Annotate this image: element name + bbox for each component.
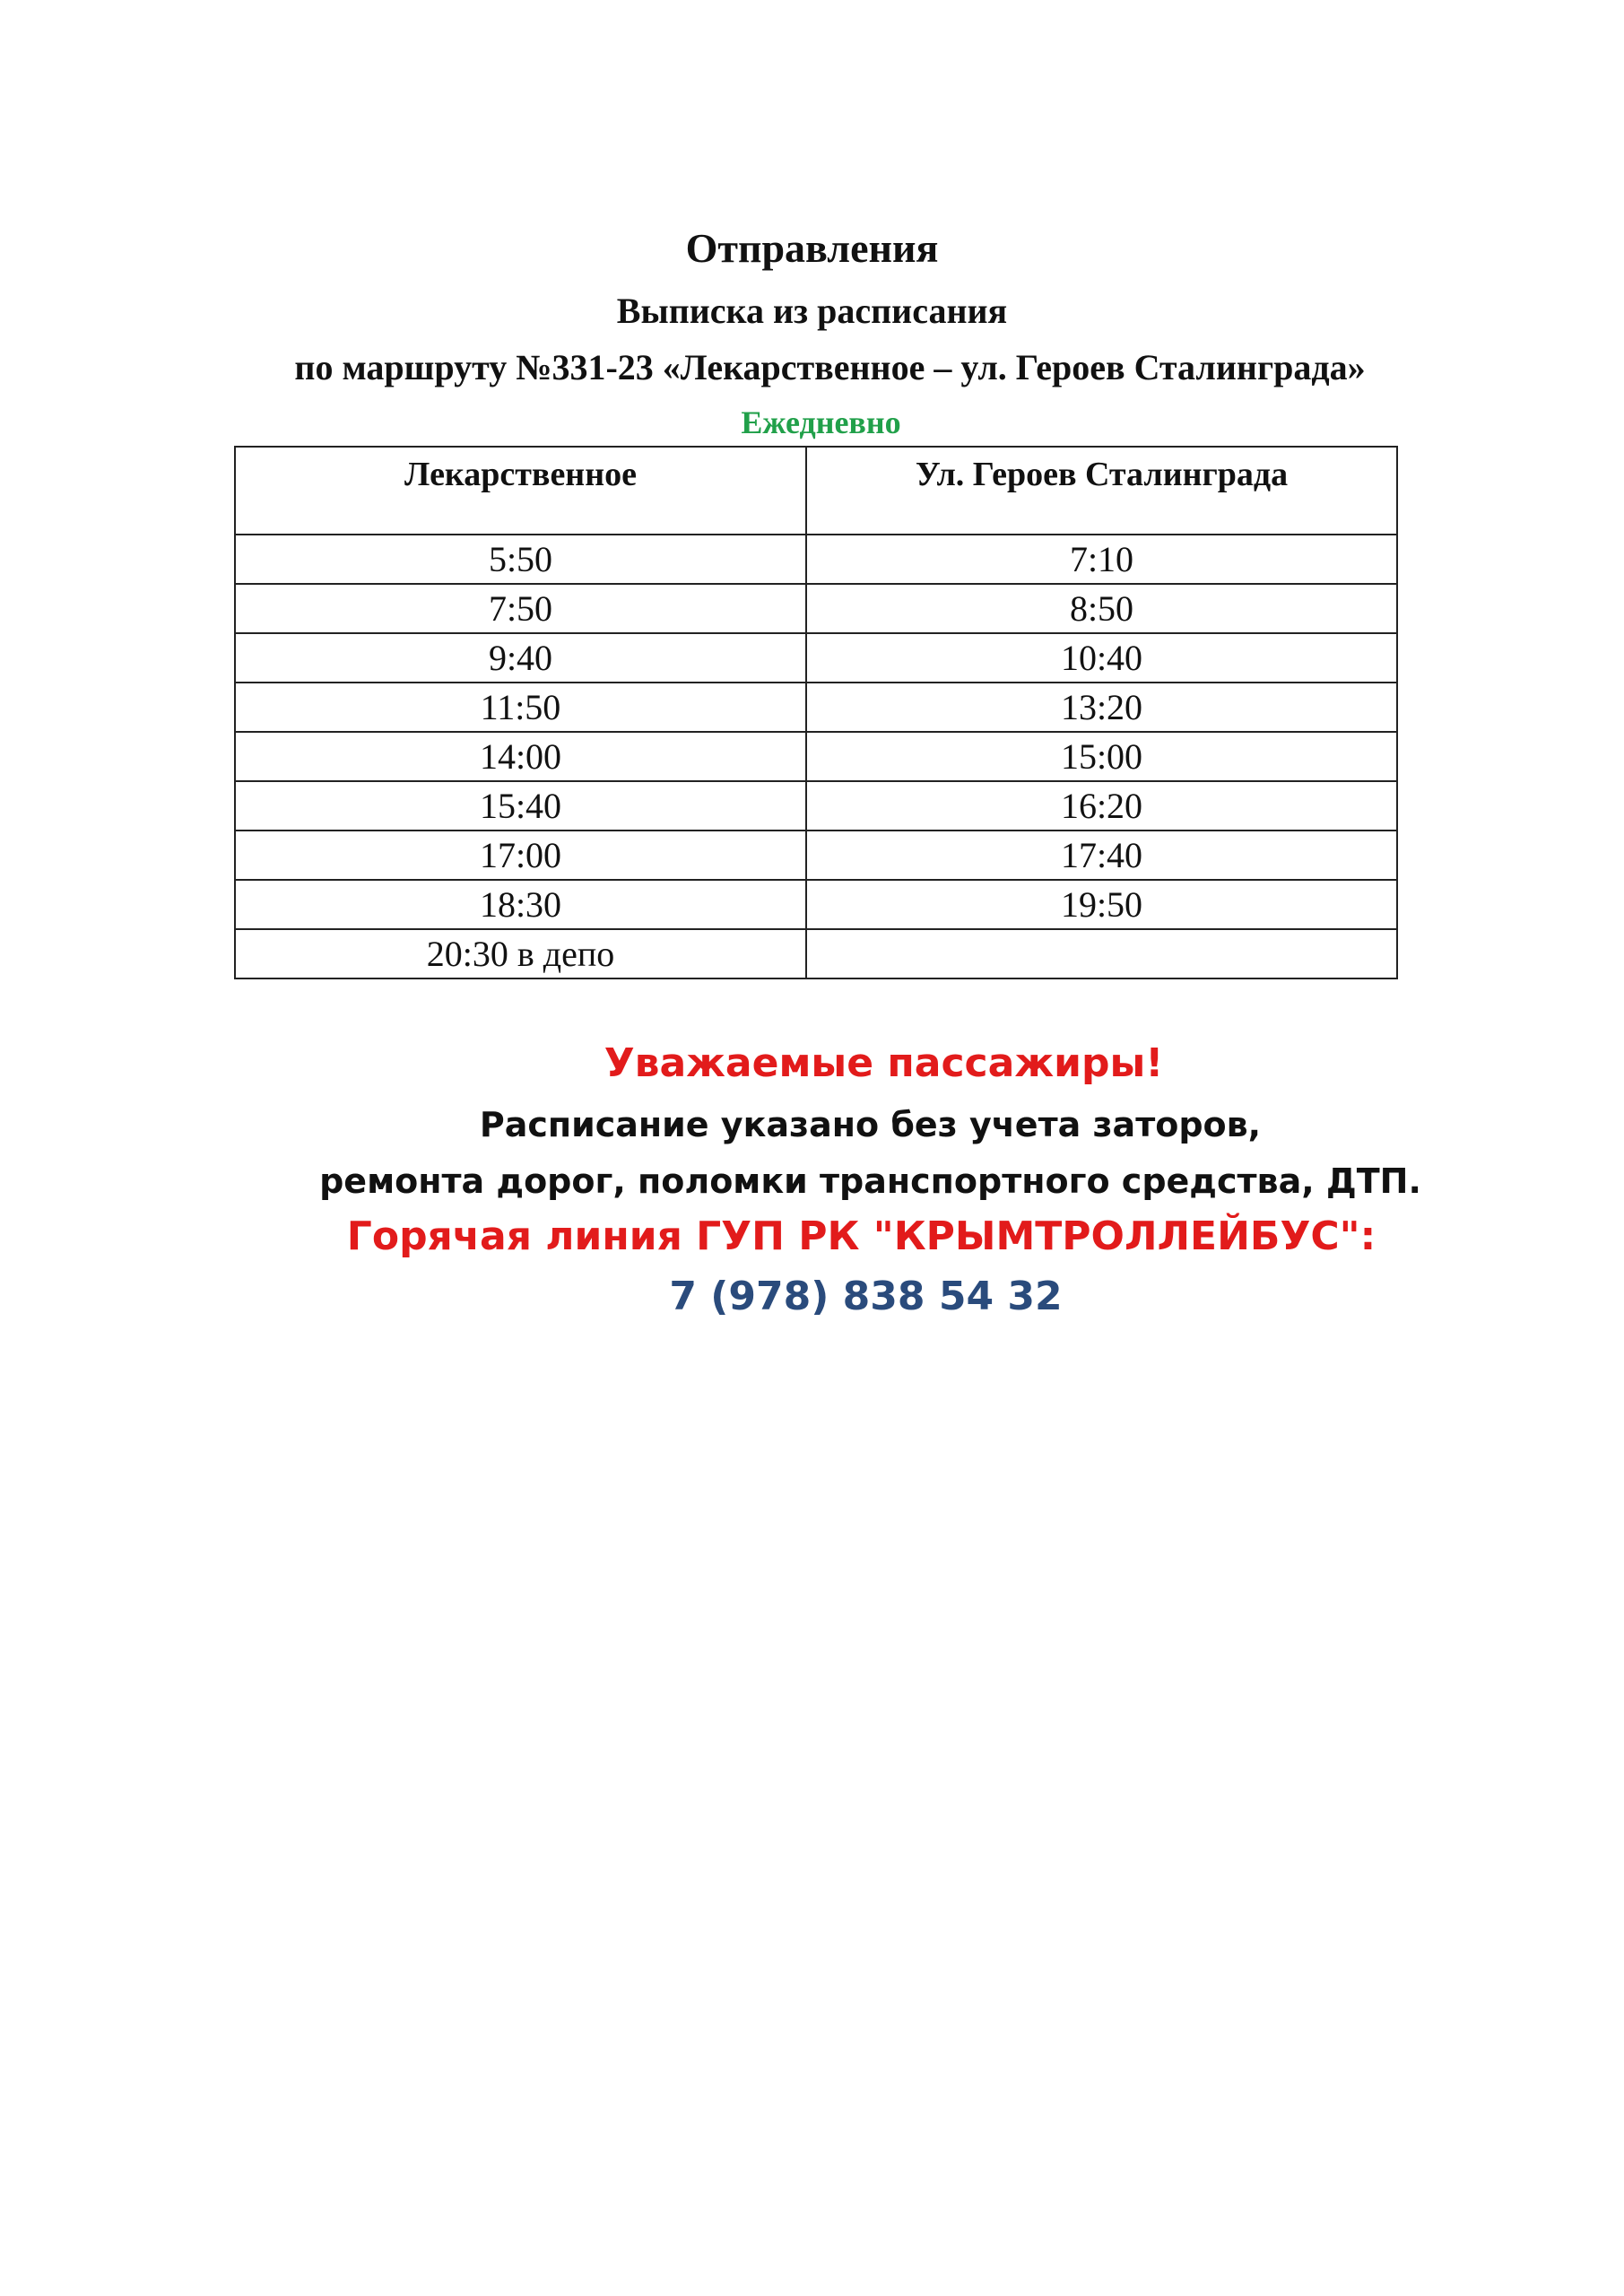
notice-line-1: Расписание указано без учета заторов, <box>479 1105 1262 1144</box>
departure-destination: 7:10 <box>806 535 1397 584</box>
departure-destination: 8:50 <box>806 584 1397 633</box>
table-row <box>235 880 1397 929</box>
departure-origin: 20:30 в депо <box>235 929 806 978</box>
departure-origin: 17:00 <box>235 831 806 880</box>
departure-destination: 10:40 <box>806 633 1397 683</box>
notice-line-2: ремонта дорог, поломки транспортного средства, ДТП. <box>319 1161 1421 1201</box>
table-row <box>235 732 1397 781</box>
hotline-label: Горячая линия ГУП РК "КРЫМТРОЛЛЕЙБУС": <box>346 1213 1376 1259</box>
table-row <box>235 584 1397 633</box>
table-row <box>235 633 1397 683</box>
frequency-label: Ежедневно <box>741 404 901 440</box>
route-line: по маршруту №331-23 «Лекарственное – ул. Героев Сталинграда» <box>294 347 1366 387</box>
departure-origin: 7:50 <box>235 584 806 633</box>
table-header-row <box>235 447 1397 535</box>
table-row <box>235 535 1397 584</box>
departure-origin: 9:40 <box>235 633 806 683</box>
page-subtitle: Выписка из расписания <box>616 291 1008 331</box>
departure-origin: 11:50 <box>235 683 806 732</box>
departure-destination: 19:50 <box>806 880 1397 929</box>
hotline-phone: 7 (978) 838 54 32 <box>669 1274 1063 1319</box>
table-row <box>235 683 1397 732</box>
departure-destination: 17:40 <box>806 831 1397 880</box>
schedule-table <box>234 446 1398 979</box>
departure-origin: 18:30 <box>235 880 806 929</box>
page-title: Отправления <box>685 225 939 271</box>
column-header-destination: Ул. Героев Сталинграда <box>806 447 1397 535</box>
departure-destination <box>806 929 1397 978</box>
table-row <box>235 781 1397 831</box>
departure-origin: 14:00 <box>235 732 806 781</box>
departure-destination: 15:00 <box>806 732 1397 781</box>
departure-origin: 15:40 <box>235 781 806 831</box>
table-row <box>235 831 1397 880</box>
departure-destination: 16:20 <box>806 781 1397 831</box>
notice-greeting: Уважаемые пассажиры! <box>604 1040 1164 1086</box>
column-header-origin: Лекарственное <box>235 447 806 535</box>
table-row <box>235 929 1397 978</box>
departure-origin: 5:50 <box>235 535 806 584</box>
departure-destination: 13:20 <box>806 683 1397 732</box>
